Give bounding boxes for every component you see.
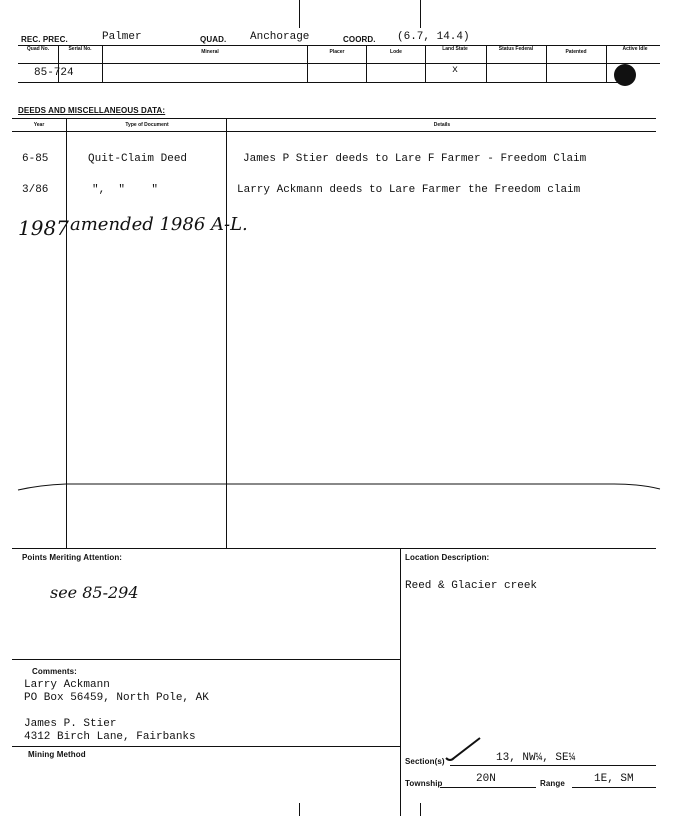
header-divider (425, 45, 426, 82)
registration-mark-bottom-right (420, 803, 421, 816)
header-rule-mid (18, 63, 660, 64)
col-quad-no: Quad No. (26, 46, 50, 52)
mining-method-rule (12, 746, 400, 747)
col-lode: Lode (390, 49, 402, 55)
col-land-state: Land State (442, 46, 468, 52)
comments-label: Comments: (32, 667, 77, 676)
rec-prec-value: Palmer (102, 31, 142, 43)
registration-mark-bottom-left (299, 803, 300, 816)
range-label: Range (540, 779, 565, 788)
deeds-col-year: Year (33, 122, 45, 128)
deeds-col-details: Details (433, 122, 451, 128)
section-underline (450, 765, 656, 766)
deed-type: Quit-Claim Deed (88, 153, 188, 165)
deed-year: 3/86 (22, 184, 49, 196)
township-underline (440, 787, 536, 788)
range-value: 1E, SM (594, 773, 634, 785)
deed-type: ", " " (92, 184, 159, 196)
quad-no-value: 85-724 (34, 67, 74, 79)
comments-rule (12, 659, 400, 660)
deeds-rule-top (12, 118, 656, 119)
header-rule-top (18, 45, 660, 46)
deed-type-handwritten: amended 1986 A-L. (70, 214, 248, 235)
col-patented: Patented (565, 49, 587, 55)
header-divider (486, 45, 487, 82)
header-divider (606, 45, 607, 82)
points-label: Points Meriting Attention: (22, 553, 123, 562)
table-ruling-line (0, 476, 678, 496)
coord-label: COORD. (343, 35, 376, 44)
deeds-col-type: Type of Document (125, 122, 169, 128)
land-state-mark: x (452, 65, 459, 76)
registration-mark-top-right (420, 0, 421, 28)
header-rule-bottom (18, 82, 628, 83)
col-status-federal: Status Federal (498, 46, 534, 52)
registration-mark-top-left (299, 0, 300, 28)
col-placer: Placer (329, 49, 345, 55)
col-active-idle: Active Idle (622, 46, 648, 52)
deeds-rule-header (12, 131, 656, 132)
bottom-divider (400, 548, 401, 816)
coord-value: (6.7, 14.4) (397, 31, 470, 43)
deed-year-handwritten: 1987 (18, 216, 69, 240)
comment-line: James P. Stier (24, 718, 117, 730)
header-divider (546, 45, 547, 82)
township-value: 20N (476, 773, 496, 785)
header-divider (366, 45, 367, 82)
col-mineral: Mineral (201, 49, 219, 55)
deeds-title: DEEDS AND MISCELLANEOUS DATA: (18, 106, 166, 115)
section-value: 13, NW¼, SE¼ (496, 752, 576, 764)
comment-line: PO Box 56459, North Pole, AK (24, 692, 209, 704)
quad-label: QUAD. (200, 35, 227, 44)
mining-method-label: Mining Method (28, 750, 86, 759)
header-divider (102, 45, 103, 82)
comment-line: 4312 Birch Lane, Fairbanks (24, 731, 196, 743)
deed-details: Larry Ackmann deeds to Lare Farmer the Freedom claim (237, 184, 581, 196)
section-label: Section(s) (405, 757, 445, 766)
deed-year: 6-85 (22, 153, 49, 165)
bottom-rule (12, 548, 656, 549)
rec-prec-label: REC. PREC. (21, 35, 68, 44)
check-mark (444, 734, 484, 764)
range-underline (572, 787, 656, 788)
deed-details: James P Stier deeds to Lare F Farmer - Freedom Claim (243, 153, 587, 165)
quad-value: Anchorage (250, 31, 310, 43)
points-note-handwritten: see 85-294 (50, 583, 139, 602)
location-value: Reed & Glacier creek (405, 580, 538, 592)
location-label: Location Description: (405, 553, 490, 562)
township-label: Township (405, 779, 443, 788)
comment-line: Larry Ackmann (24, 679, 110, 691)
header-divider (307, 45, 308, 82)
col-serial-no: Serial No. (68, 46, 92, 52)
active-filled-circle (614, 64, 636, 86)
